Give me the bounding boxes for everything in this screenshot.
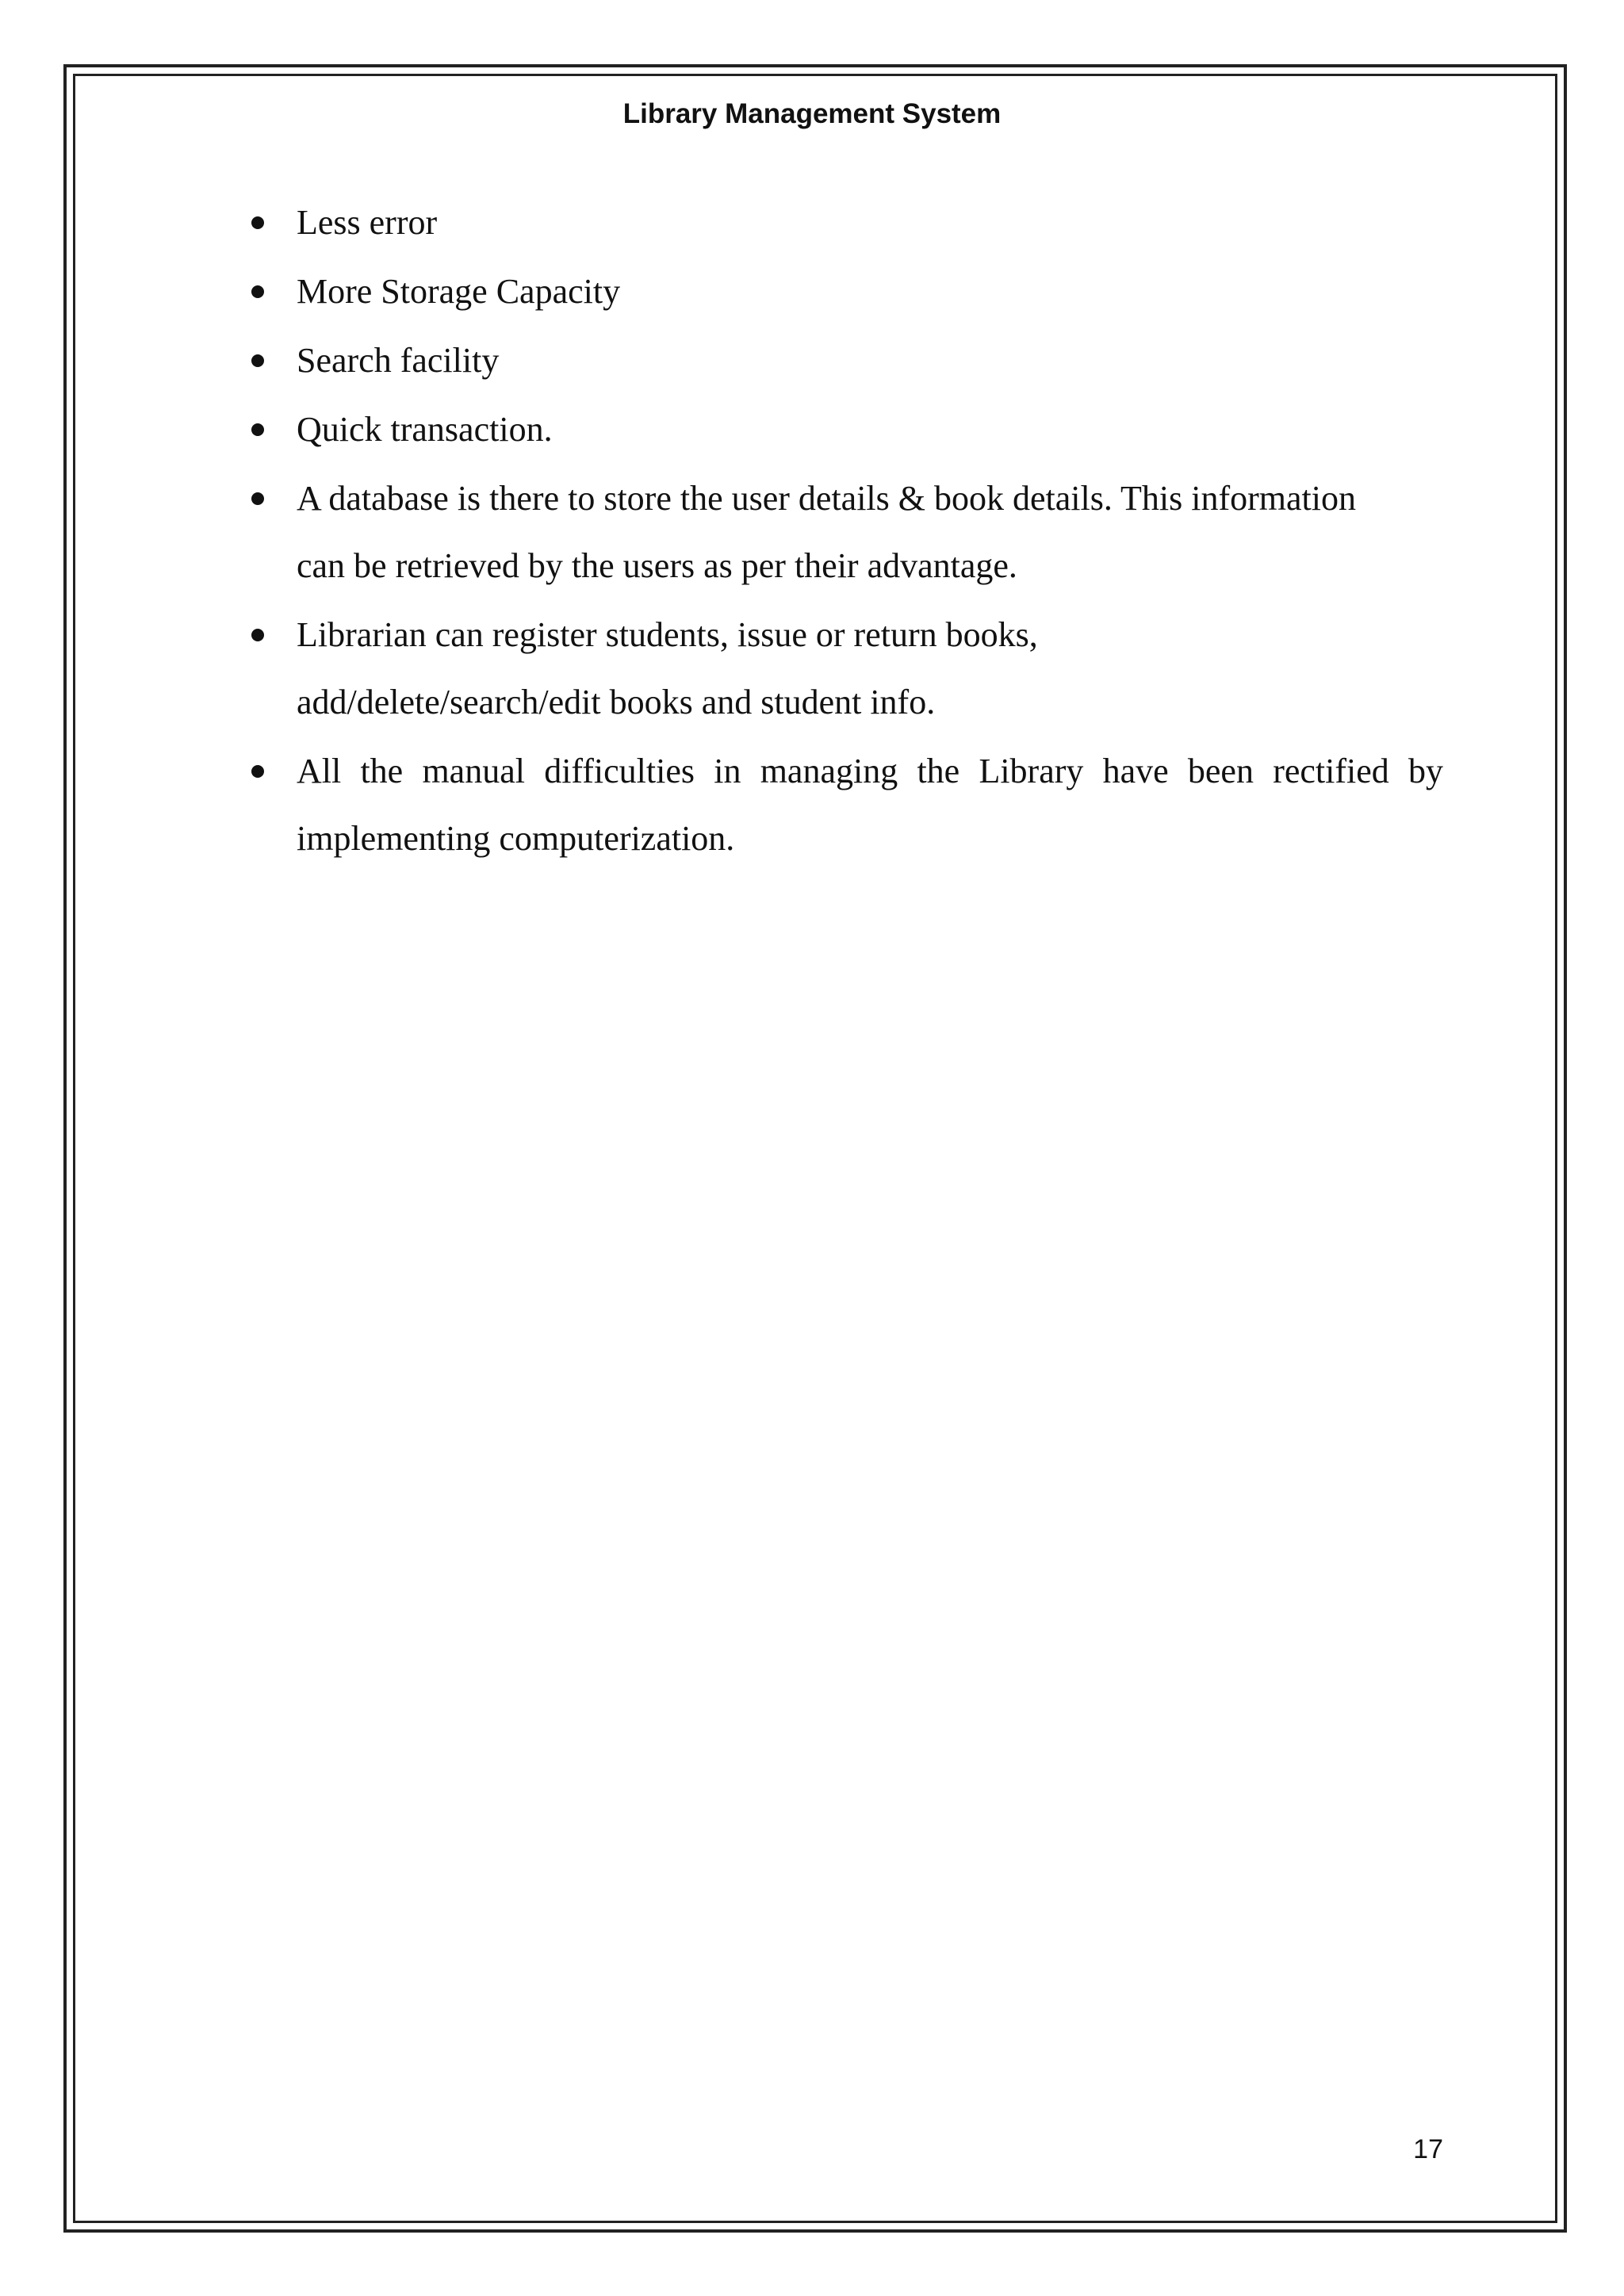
bullet-dot-icon (251, 423, 264, 436)
bullet-text: A database is there to store the user details & book details. This information can be retrieved by the users as per their advantage. (297, 479, 1357, 585)
bullet-text: Less error (297, 203, 438, 242)
bullet-item (238, 601, 1232, 736)
bullet-dot-icon (251, 765, 264, 778)
bullet-item (238, 737, 1443, 872)
page-number: 17 (1413, 2134, 1443, 2164)
bullet-text: All the manual difficulties in managing the Library have been rectified by implementing computerization. (297, 752, 1443, 858)
bullet-item (238, 189, 1443, 256)
bullet-item (238, 465, 1359, 599)
bullet-dot-icon (251, 354, 264, 367)
bullet-text: Quick transaction. (297, 410, 553, 449)
bullet-item (238, 258, 1443, 325)
bullet-text: Search facility (297, 341, 500, 380)
bullet-text: More Storage Capacity (297, 272, 621, 311)
bullet-dot-icon (251, 285, 264, 298)
bullet-item (238, 396, 1443, 463)
bullet-item (238, 327, 1443, 394)
page-content (238, 189, 1443, 874)
bullet-text: Librarian can register students, issue or return books, add/delete/search/edit books and student info. (297, 615, 1038, 721)
page-header-title: Library Management System (622, 98, 1002, 129)
bullet-dot-icon (251, 492, 264, 505)
bullet-dot-icon (251, 216, 264, 229)
bullet-dot-icon (251, 629, 264, 641)
bullet-list (238, 189, 1443, 872)
